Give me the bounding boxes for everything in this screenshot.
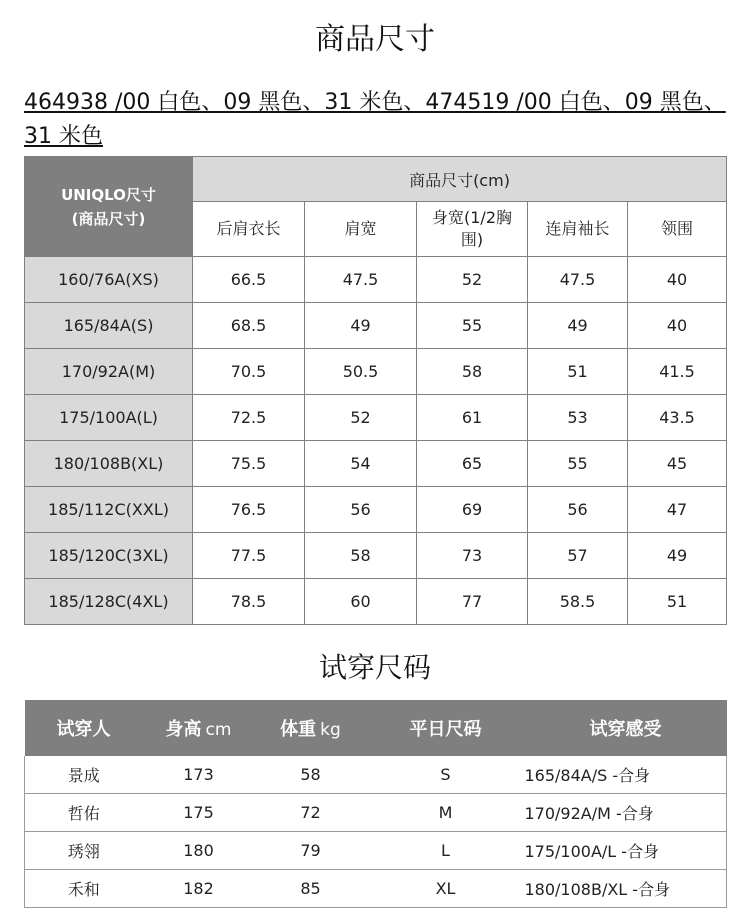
measurement-cell: 40	[628, 257, 727, 303]
fit-cell-size: S	[367, 756, 525, 794]
fit-row	[25, 832, 727, 870]
measurement-cell: 60	[305, 579, 417, 625]
measurement-cell: 47.5	[305, 257, 417, 303]
measurement-cell: 77	[417, 579, 528, 625]
measurement-cell: 40	[628, 303, 727, 349]
measurement-cell: 54	[305, 441, 417, 487]
fit-cell-feeling: 180/108B/XL -合身	[525, 870, 727, 908]
size-label-cell: 185/112C(XXL)	[25, 487, 193, 533]
measurement-cell: 72.5	[193, 395, 305, 441]
size-label-cell: 165/84A(S)	[25, 303, 193, 349]
measurement-cell: 76.5	[193, 487, 305, 533]
measurement-cell: 45	[628, 441, 727, 487]
measurement-cell: 78.5	[193, 579, 305, 625]
measurement-cell: 43.5	[628, 395, 727, 441]
size-label-cell: 185/120C(3XL)	[25, 533, 193, 579]
size-row	[25, 257, 727, 303]
measurement-cell: 49	[305, 303, 417, 349]
measurement-cell: 49	[628, 533, 727, 579]
measurement-cell: 68.5	[193, 303, 305, 349]
measurement-cell: 47.5	[528, 257, 628, 303]
size-label-cell: 160/76A(XS)	[25, 257, 193, 303]
measurement-cell: 56	[528, 487, 628, 533]
product-codes-link[interactable]: 464938 /00 白色、09 黑色、31 米色、474519 /00 白色、09 黑色、31 米色	[24, 90, 726, 149]
fit-cell-size: M	[367, 794, 525, 832]
fit-table	[24, 700, 727, 908]
measurement-cell: 53	[528, 395, 628, 441]
measurement-cell: 57	[528, 533, 628, 579]
measurement-cell: 58	[417, 349, 528, 395]
fit-header-weight: 体重 kg	[255, 700, 367, 756]
column-header-sleeve-length: 连肩袖长	[528, 202, 628, 257]
fit-cell-height: 175	[143, 794, 255, 832]
size-row	[25, 349, 727, 395]
fit-cell-name: 禾和	[25, 870, 143, 908]
size-row	[25, 395, 727, 441]
measurement-cell: 49	[528, 303, 628, 349]
measurement-cell: 51	[528, 349, 628, 395]
measurement-cell: 65	[417, 441, 528, 487]
fit-cell-weight: 85	[255, 870, 367, 908]
measurement-cell: 52	[417, 257, 528, 303]
measurement-cell: 56	[305, 487, 417, 533]
fit-cell-weight: 58	[255, 756, 367, 794]
size-label-cell: 175/100A(L)	[25, 395, 193, 441]
column-header-neck: 领围	[628, 202, 727, 257]
size-row	[25, 533, 727, 579]
measurement-cell: 70.5	[193, 349, 305, 395]
fit-row	[25, 794, 727, 832]
fit-cell-name: 景成	[25, 756, 143, 794]
fit-cell-name: 琇翎	[25, 832, 143, 870]
column-header-chest-width: 身宽(1/2胸围)	[417, 202, 528, 257]
fit-cell-name: 哲佑	[25, 794, 143, 832]
fit-header-feeling: 试穿感受	[525, 700, 727, 756]
fit-cell-feeling: 165/84A/S -合身	[525, 756, 727, 794]
fit-header-usual-size: 平日尺码	[367, 700, 525, 756]
fit-header-height: 身高 cm	[143, 700, 255, 756]
measurement-cell: 55	[417, 303, 528, 349]
measurement-cell: 50.5	[305, 349, 417, 395]
size-table	[24, 156, 727, 625]
size-label-cell: 185/128C(4XL)	[25, 579, 193, 625]
fit-row	[25, 756, 727, 794]
measurement-cell: 47	[628, 487, 727, 533]
size-row	[25, 303, 727, 349]
fit-cell-weight: 72	[255, 794, 367, 832]
size-row	[25, 441, 727, 487]
fit-row	[25, 870, 727, 908]
size-header-line2: (商品尺寸)	[71, 209, 146, 228]
measurement-cell: 61	[417, 395, 528, 441]
column-header-back-length: 后肩衣长	[193, 202, 305, 257]
fit-cell-size: XL	[367, 870, 525, 908]
fit-cell-height: 173	[143, 756, 255, 794]
fit-header-tester: 试穿人	[25, 700, 143, 756]
size-header-line1: UNIQLO尺寸	[61, 185, 156, 204]
fit-cell-weight: 79	[255, 832, 367, 870]
size-label-cell: 170/92A(M)	[25, 349, 193, 395]
measurement-cell: 75.5	[193, 441, 305, 487]
measurement-cell: 77.5	[193, 533, 305, 579]
size-label-cell: 180/108B(XL)	[25, 441, 193, 487]
measurement-cell: 52	[305, 395, 417, 441]
size-column-header	[25, 157, 193, 257]
page-title: 商品尺寸	[315, 22, 435, 57]
measurement-cell: 73	[417, 533, 528, 579]
measurement-cell: 66.5	[193, 257, 305, 303]
measurement-cell: 58	[305, 533, 417, 579]
size-row	[25, 487, 727, 533]
fit-cell-feeling: 175/100A/L -合身	[525, 832, 727, 870]
fit-cell-feeling: 170/92A/M -合身	[525, 794, 727, 832]
measurement-cell: 55	[528, 441, 628, 487]
measurement-cell: 41.5	[628, 349, 727, 395]
fit-cell-height: 182	[143, 870, 255, 908]
measurement-cell: 58.5	[528, 579, 628, 625]
column-header-shoulder-width: 肩宽	[305, 202, 417, 257]
size-row	[25, 579, 727, 625]
fit-cell-height: 180	[143, 832, 255, 870]
measurement-cell: 51	[628, 579, 727, 625]
measurement-group-header: 商品尺寸(cm)	[193, 157, 727, 202]
fit-section-title: 试穿尺码	[318, 651, 431, 684]
fit-cell-size: L	[367, 832, 525, 870]
measurement-cell: 69	[417, 487, 528, 533]
